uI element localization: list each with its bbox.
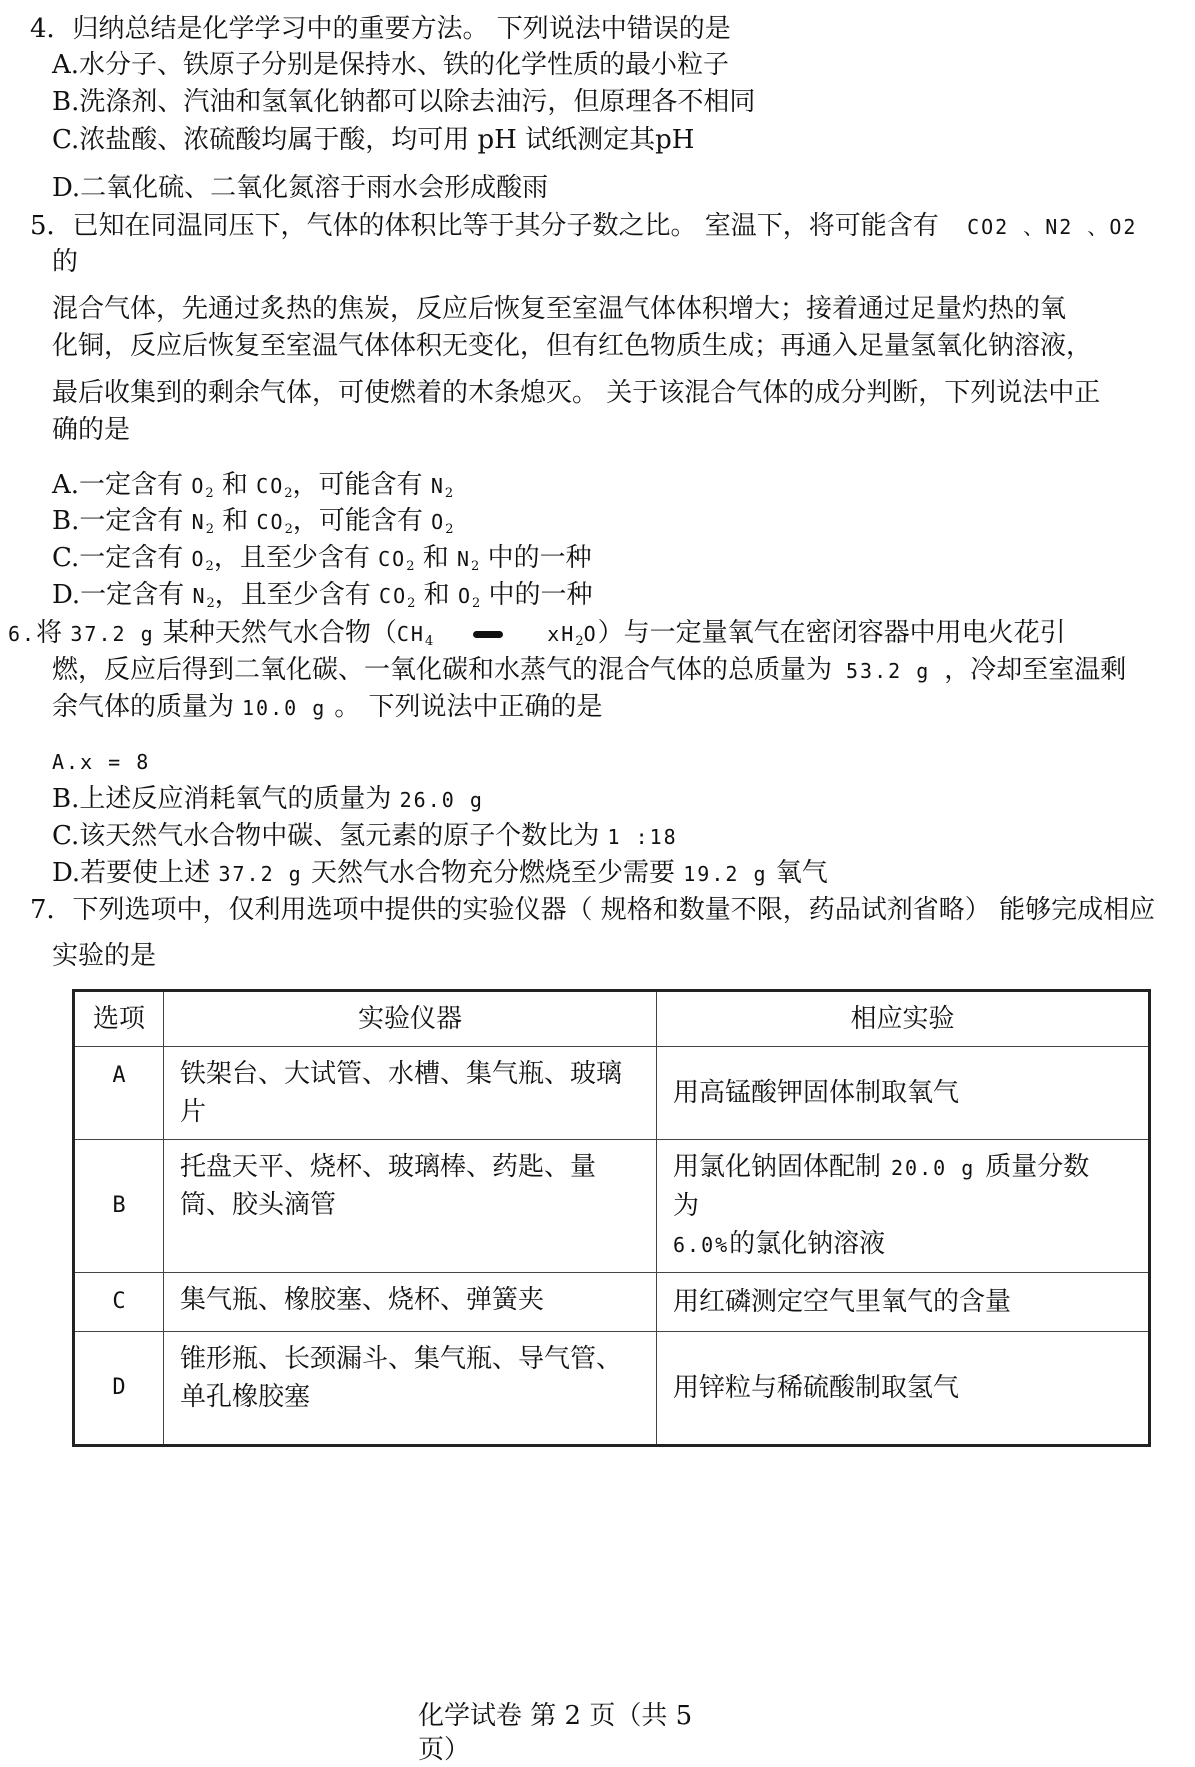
q5-option-a: A.一定含有 $O_2$ 和 $CO_2$，可能含有 $N_2$ [52,470,454,501]
q6-option-a: A.x = 8 [52,750,151,774]
page-footer-line2: 页） [418,1735,471,1765]
q4-stem: 4．归纳总结是化学学习中的重要方法。 下列说法中错误的是 [30,14,731,44]
q7-stem-line2: 实验的是 [52,941,157,971]
q5-option-c: C.一定含有 $O_2$，且至少含有 $CO_2$ 和 $N_2$ 中的一种 [52,543,592,574]
row-apparatus: 托盘天平、烧杯、玻璃棒、药匙、量筒、胶头滴管 [164,1140,657,1273]
q5-stem-line1: 5．已知在同温同压下，气体的体积比等于其分子数之比。 室温下，将可能含有 CO2 、N2 、O2 [30,211,1138,241]
row-experiment: 用氯化钠固体配制 20.0 g 质量分数 为 6.0%的氯化钠溶液 [657,1140,1150,1273]
table-row [74,1332,1150,1446]
table-header-option: 选项 [74,991,164,1047]
q5-stem-line4: 化铜，反应后恢复至室温气体体积无变化，但有红色物质生成；再通入足量氢氧化钠溶液， [52,331,1093,361]
row-key: A [74,1047,164,1140]
q6-option-d: D.若要使上述 37.2 g 天然气水合物充分燃烧至少需要 19.2 g 氧气 [52,858,828,888]
table-row [74,1273,1150,1332]
row-key: B [74,1140,164,1273]
q5-stem-line6: 确的是 [52,415,131,445]
q6-stem-line2: 燃，反应后得到二氧化碳、一氧化碳和水蒸气的混合气体的总质量为 53.2 g ，冷却至室温剩 [52,655,1127,685]
table-row [74,1047,1150,1140]
row-apparatus: 铁架台、大试管、水槽、集气瓶、玻璃片 [164,1047,657,1140]
row-apparatus: 集气瓶、橡胶塞、烧杯、弹簧夹 [164,1273,657,1332]
q4-option-b: B.洗涤剂、汽油和氢氧化钠都可以除去油污，但原理各不相同 [52,87,756,117]
q4-option-a: A.水分子、铁原子分别是保持水、铁的化学性质的最小粒子 [52,50,730,80]
table-header-row [74,991,1150,1047]
table-header-experiment: 相应实验 [657,991,1150,1047]
row-apparatus: 锥形瓶、长颈漏斗、集气瓶、导气管、单孔橡胶塞 [164,1332,657,1446]
q4-option-c: C.浓盐酸、浓硫酸均属于酸，均可用 pH 试纸测定其pH [52,125,695,155]
row-experiment: 用锌粒与稀硫酸制取氢气 [657,1332,1150,1446]
q6-stem-line1: 6.将 37.2 g 某种天然气水合物（$CH_4$ $xH_2O$）与一定量氧气在密闭容器中用电火花引 [8,618,1066,649]
q5-option-b: B.一定含有 $N_2$ 和 $CO_2$，可能含有 $O_2$ [52,506,454,537]
row-experiment: 用红磷测定空气里氧气的含量 [657,1273,1150,1332]
row-key: D [74,1332,164,1446]
dot-separator-mark [473,631,503,638]
apparatus-table [72,989,1151,1447]
q5-option-d: D.一定含有 $N_2$，且至少含有 $CO_2$ 和 $O_2$ 中的一种 [52,580,593,611]
table-header-apparatus: 实验仪器 [164,991,657,1047]
q5-stem-line5: 最后收集到的剩余气体，可使燃着的木条熄灭。 关于该混合气体的成分判断，下列说法中正 [52,378,1101,408]
table-row [74,1140,1150,1273]
q5-stem-line3: 混合气体，先通过炙热的焦炭，反应后恢复至室温气体体积增大；接着通过足量灼热的氧 [52,294,1067,324]
q5-stem-line2: 的 [52,247,79,277]
q4-option-d: D.二氧化硫、二氧化氮溶于雨水会形成酸雨 [52,173,549,203]
q6-stem-line3: 余气体的质量为 10.0 g 。 下列说法中正确的是 [52,692,603,722]
q7-stem-line1: 7．下列选项中，仅利用选项中提供的实验仪器（ 规格和数量不限，药品试剂省略） 能够完成相应 [30,895,1156,925]
row-experiment: 用高锰酸钾固体制取氧气 [657,1047,1150,1140]
q5-gases: CO2 、N2 、O2 [967,215,1138,239]
row-key: C [74,1273,164,1332]
q6-option-c: C.该天然气水合物中碳、氢元素的原子个数比为 1 :18 [52,821,678,851]
q6-option-b: B.上述反应消耗氧气的质量为 26.0 g [52,784,484,814]
page-footer-line1: 化学试卷 第 2 页（共 5 [418,1701,693,1731]
